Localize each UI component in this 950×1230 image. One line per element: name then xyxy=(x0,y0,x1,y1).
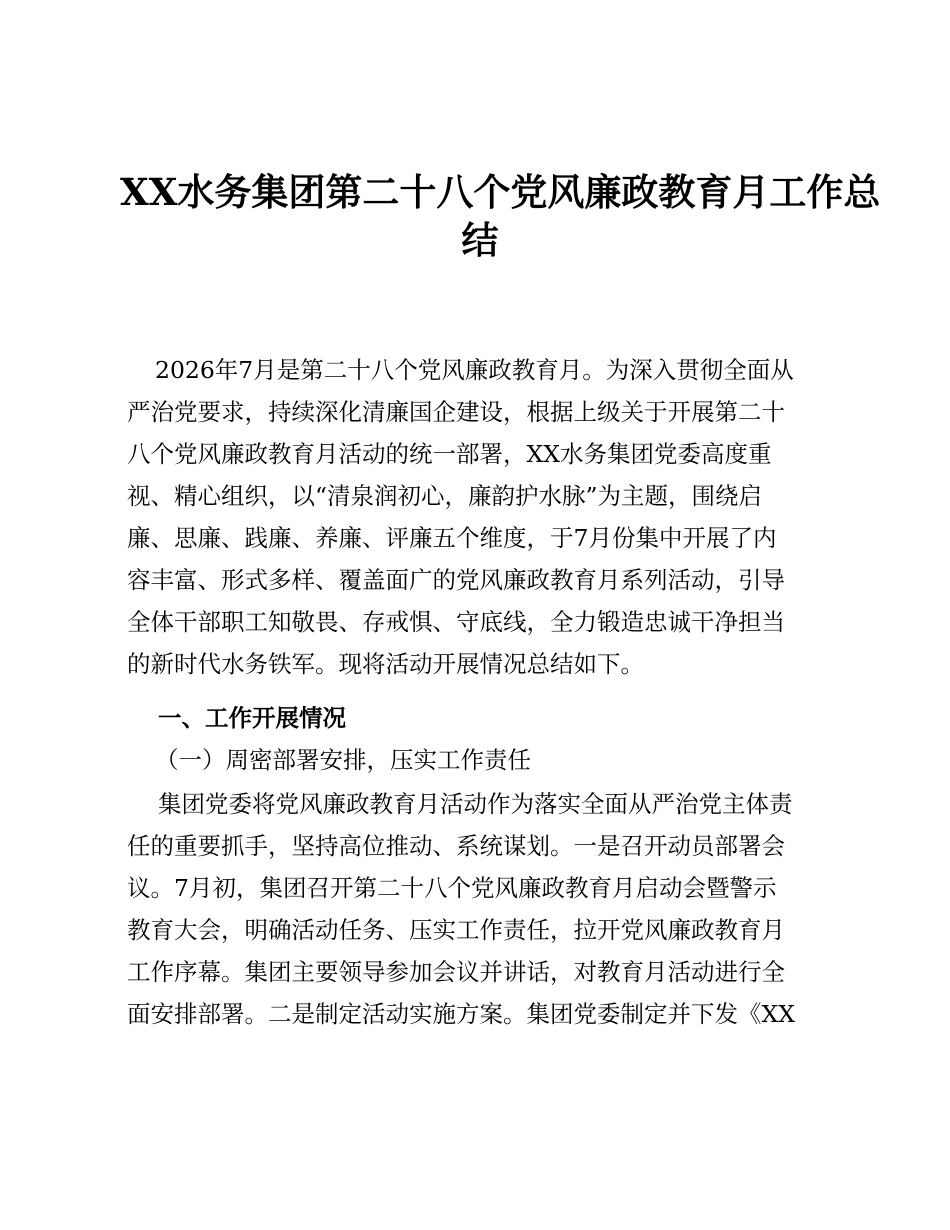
intro-line-6: 容丰富、形式多样、覆盖面广的党风廉政教育月系列活动，引导 xyxy=(127,566,785,594)
section-heading: 一、工作开展情况 xyxy=(158,704,346,732)
body-line-6: 面安排部署。二是制定活动实施方案。集团党委制定并下发《XX xyxy=(127,1000,795,1028)
document-title-line-1: XX水务集团第二十八个党风廉政教育月工作总 xyxy=(120,170,881,214)
intro-line-7: 全体干部职工知敬畏、存戒惧、守底线，全力锻造忠诚干净担当 xyxy=(127,608,785,636)
document-title-line-2: 结 xyxy=(461,218,499,262)
intro-line-4: 视、精心组织，以“清泉润初心，廉韵护水脉”为主题，围绕启 xyxy=(127,482,763,510)
intro-line-5: 廉、思廉、践廉、养廉、评廉五个维度，于7月份集中开展了内 xyxy=(127,524,777,552)
intro-line-8: 的新时代水务铁军。现将活动开展情况总结如下。 xyxy=(127,650,644,678)
body-line-2: 任的重要抓手，坚持高位推动、系统谋划。一是召开动员部署会 xyxy=(127,832,785,860)
subsection-heading: （一）周密部署安排，压实工作责任 xyxy=(155,746,531,774)
body-line-3: 议。7月初，集团召开第二十八个党风廉政教育月启动会暨警示 xyxy=(127,874,777,902)
body-line-5: 工作序幕。集团主要领导参加会议并讲话，对教育月活动进行全 xyxy=(127,958,785,986)
intro-line-2: 严治党要求，持续深化清廉国企建设，根据上级关于开展第二十 xyxy=(127,398,785,426)
intro-line-1: 2026年7月是第二十八个党风廉政教育月。为深入贯彻全面从 xyxy=(155,356,794,384)
body-line-4: 教育大会，明确活动任务、压实工作责任，拉开党风廉政教育月 xyxy=(127,916,785,944)
body-line-1: 集团党委将党风廉政教育月活动作为落实全面从严治党主体责 xyxy=(158,790,793,818)
intro-line-3: 八个党风廉政教育月活动的统一部署，XX水务集团党委高度重 xyxy=(127,440,772,468)
